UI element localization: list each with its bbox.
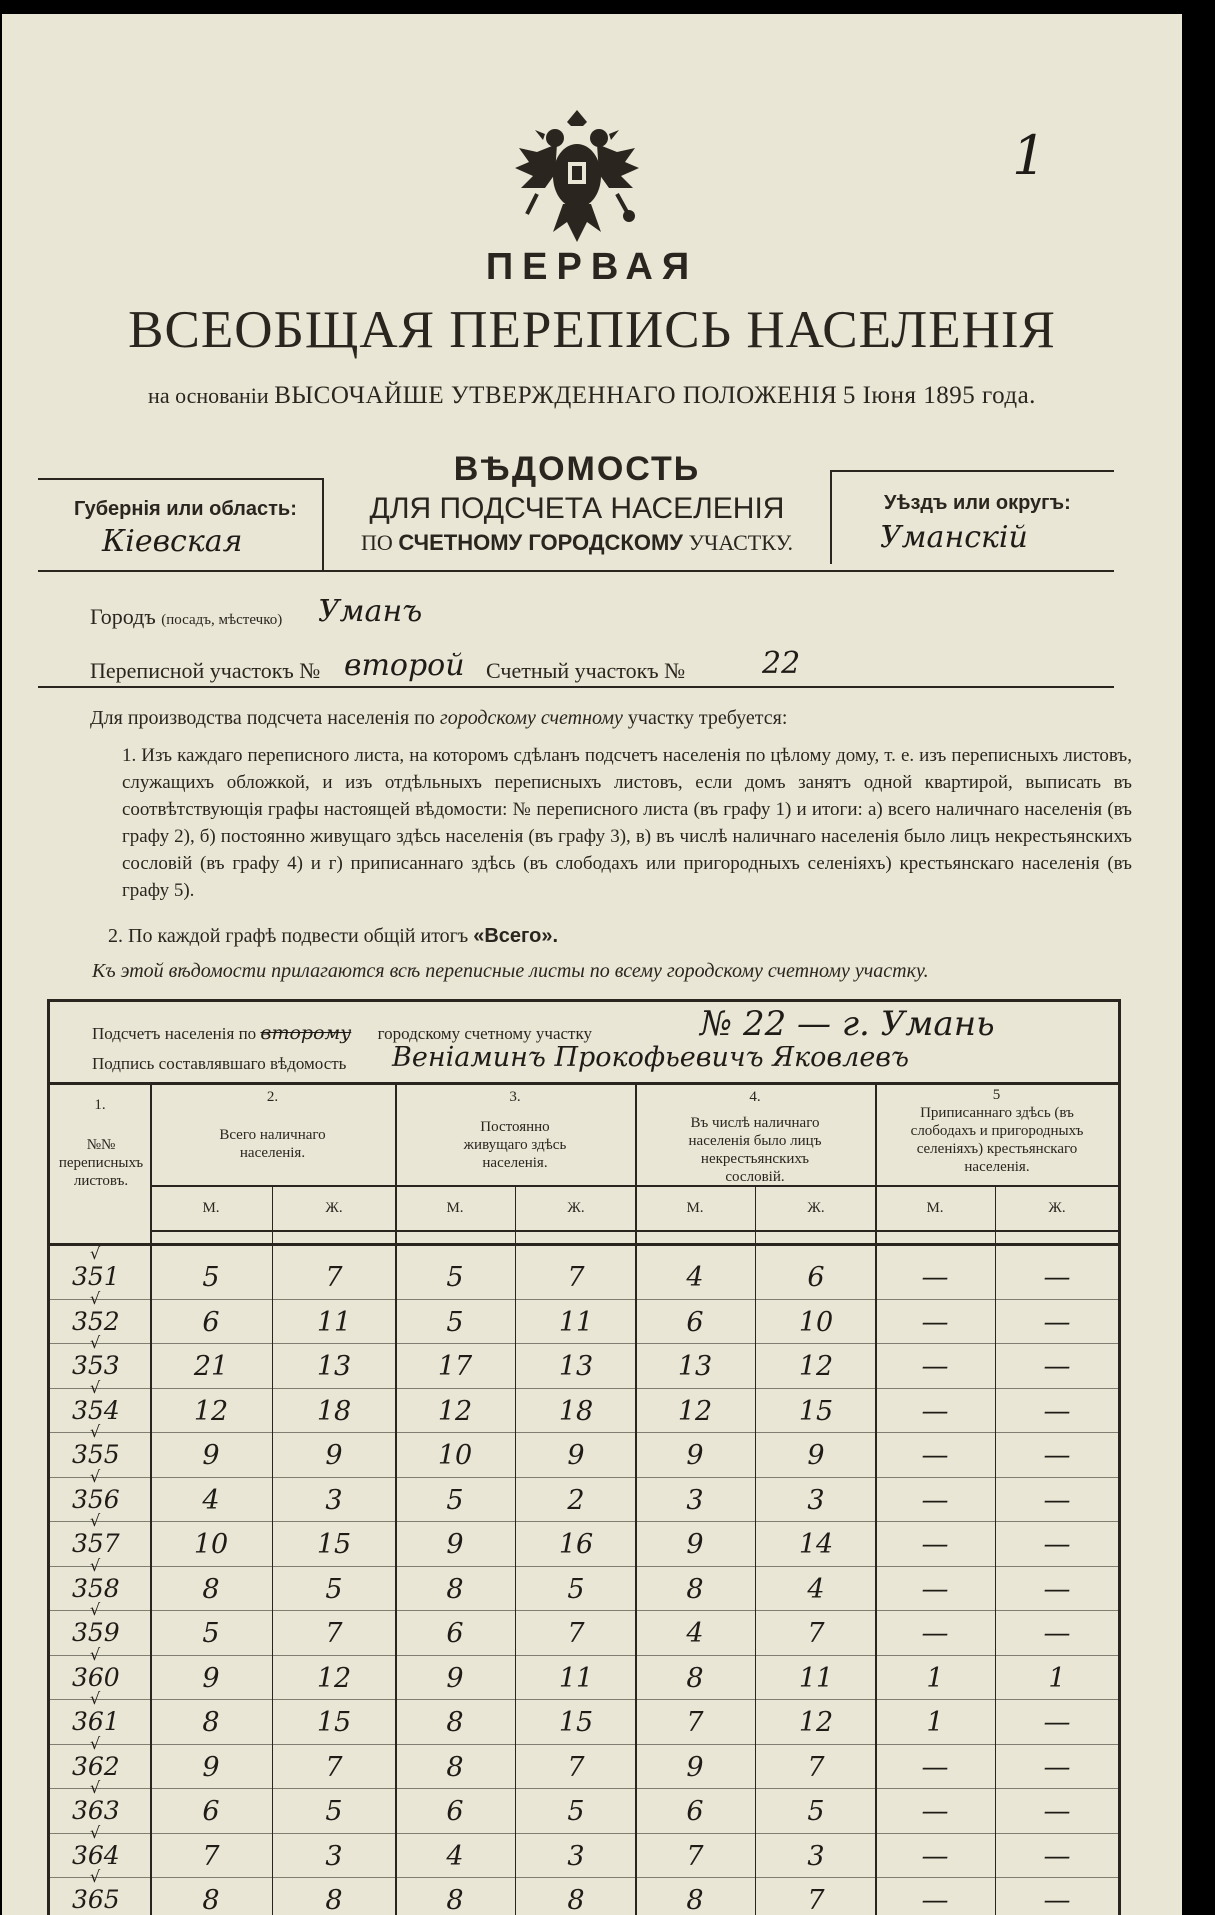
table-cell: — xyxy=(921,1751,949,1783)
table-cell: — xyxy=(921,1529,949,1560)
table-cell: 3 xyxy=(686,1484,704,1516)
table-cell: 3 xyxy=(325,1840,343,1872)
table-cell: 7 xyxy=(686,1707,704,1738)
table-cell: 9 xyxy=(446,1662,464,1694)
table-cell: 9 xyxy=(686,1440,704,1471)
intro-italic: городскому счетному xyxy=(439,707,623,729)
col2-number: 2. xyxy=(266,1089,279,1105)
table-cell: — xyxy=(921,1573,949,1605)
col4-header: Въ числѣ наличнаго населенія было лицъ некрестьянскихъ сословій. xyxy=(688,1115,822,1185)
table-cell: — xyxy=(921,1306,949,1338)
uezd-value: Уманскій xyxy=(880,520,1028,555)
podschet-line xyxy=(92,1022,592,1044)
table-cell: — xyxy=(921,1440,949,1471)
table-cell: 15 xyxy=(798,1395,834,1427)
check-mark-icon: √ xyxy=(90,1689,101,1708)
table-cell: 7 xyxy=(325,1262,343,1293)
table-cell: 7 xyxy=(807,1618,825,1649)
table-cell: 8 xyxy=(446,1573,464,1605)
check-mark-icon: √ xyxy=(90,1511,101,1530)
sheet-number: 355 xyxy=(72,1440,120,1469)
table-cell: 5 xyxy=(325,1573,343,1605)
table-cell: 21 xyxy=(193,1351,229,1382)
table-cell: 9 xyxy=(325,1440,343,1471)
check-mark-icon: √ xyxy=(90,1778,101,1797)
box-right-top-rule xyxy=(830,470,1114,472)
table-cell: 5 xyxy=(446,1306,464,1338)
podpis-value: Веніаминъ Прокофьевичъ Яковлевъ xyxy=(392,1042,910,1073)
table-cell: 9 xyxy=(686,1529,704,1560)
podpis-label: Подпись составлявшаго вѣдомость xyxy=(92,1054,347,1073)
vedomost-sub2-post: УЧАСТКУ. xyxy=(688,530,793,555)
table-cell: — xyxy=(921,1796,949,1827)
table-cell: 7 xyxy=(325,1751,343,1783)
check-mark-icon: √ xyxy=(90,1867,101,1886)
table-cell: — xyxy=(1043,1707,1071,1738)
table-cell: 18 xyxy=(558,1395,594,1427)
col2-header: Всего наличнаго населенія. xyxy=(219,1127,326,1161)
check-mark-icon: √ xyxy=(90,1288,101,1308)
sheet-number: 361 xyxy=(72,1707,120,1736)
table-cell: 1 xyxy=(926,1707,944,1738)
table-cell: 5 xyxy=(202,1262,220,1293)
instruction-item-2 xyxy=(108,922,558,950)
table-cell: 8 xyxy=(686,1573,704,1605)
sheet-number: 351 xyxy=(72,1262,120,1291)
gorod-value: Уманъ xyxy=(318,594,423,629)
table-cell: 3 xyxy=(567,1840,585,1872)
intro-b: участку требуется: xyxy=(627,707,788,729)
table-cell: 12 xyxy=(437,1395,473,1427)
row-rule xyxy=(50,1610,1118,1611)
check-mark-icon: √ xyxy=(90,1333,101,1352)
table-cell: 5 xyxy=(325,1796,343,1827)
subheader-rule xyxy=(150,1185,1118,1187)
vedomost-title: ВѢДОМОСТЬ xyxy=(453,450,701,488)
table-cell: 4 xyxy=(807,1573,825,1605)
body-top-rule xyxy=(50,1243,1118,1246)
sheet-number: 364 xyxy=(72,1840,120,1870)
vedomost-sub2-bold: СЧЕТНОМУ ГОРОДСКОМУ xyxy=(398,530,683,555)
perepisnoy-value: второй xyxy=(344,648,465,683)
basis-caps: ВЫСОЧАЙШЕ УТВЕРЖДЕННАГО ПОЛОЖЕНІЯ xyxy=(274,382,838,409)
table-cell: 5 xyxy=(807,1796,825,1827)
sheet-number: 357 xyxy=(72,1529,120,1558)
table-cell: 3 xyxy=(325,1484,343,1516)
sheet-number: 353 xyxy=(72,1351,120,1380)
table-cell: — xyxy=(921,1262,949,1293)
uezd-label: Уѣздъ или округъ: xyxy=(884,492,1071,514)
table-cell: 7 xyxy=(202,1840,220,1872)
col3-header: Постоянно живущаго здѣсь населенія. xyxy=(463,1119,567,1171)
title-pervaya: ПЕРВАЯ xyxy=(485,246,699,288)
table-cell: 10 xyxy=(437,1440,473,1471)
table-cell: — xyxy=(921,1885,949,1915)
table-cell: 8 xyxy=(686,1662,704,1694)
col4-zh: Ж. xyxy=(807,1200,825,1216)
col1-number: 1. xyxy=(94,1097,106,1113)
check-mark-icon: √ xyxy=(90,1422,101,1441)
table-cell: 13 xyxy=(316,1351,352,1382)
instructions-intro xyxy=(90,704,1130,732)
table-cell: 14 xyxy=(798,1529,834,1560)
table-cell: 13 xyxy=(677,1351,713,1382)
check-mark-icon: √ xyxy=(90,1377,101,1397)
vedomost-subtitle-2 xyxy=(322,530,832,556)
table-cell: 5 xyxy=(202,1618,220,1649)
table-cell: 12 xyxy=(316,1662,352,1694)
check-mark-icon: √ xyxy=(90,1466,101,1486)
table-cell: 3 xyxy=(807,1840,825,1872)
row-rule xyxy=(50,1566,1118,1567)
table-cell: 12 xyxy=(798,1351,834,1382)
table-cell: 11 xyxy=(558,1306,594,1338)
table-cell: 11 xyxy=(798,1662,834,1694)
schetny-label: Счетный участокъ № xyxy=(486,658,686,683)
table-cell: 4 xyxy=(686,1262,704,1293)
table-cell: 4 xyxy=(202,1484,220,1516)
table-cell: 8 xyxy=(202,1885,220,1915)
table-cell: — xyxy=(921,1351,949,1382)
basis-prefix: на основаніи xyxy=(148,383,269,408)
table-cell: 9 xyxy=(202,1440,220,1471)
item2-text: 2. По каждой графѣ подвести общій итогъ xyxy=(108,925,469,947)
table-cell: 15 xyxy=(316,1529,352,1560)
table-cell: — xyxy=(1043,1484,1071,1516)
row-rule xyxy=(50,1877,1118,1878)
podschet-value: № 22 — г. Умань xyxy=(700,1004,995,1044)
table-cell: 8 xyxy=(686,1885,704,1915)
item2-bold: «Всего». xyxy=(473,925,558,947)
table-cell: — xyxy=(1043,1618,1071,1649)
table-cell: — xyxy=(1043,1529,1071,1560)
podschet-struck: второму xyxy=(260,1022,352,1044)
table-cell: 6 xyxy=(202,1306,220,1338)
table-cell: 8 xyxy=(202,1573,220,1605)
vedomost-sub2-pre: ПО xyxy=(361,530,393,555)
table-cell: 4 xyxy=(686,1618,704,1649)
table-cell: 6 xyxy=(686,1796,704,1827)
col3-zh: Ж. xyxy=(567,1200,585,1216)
podschet-label: Подсчетъ населенія по xyxy=(92,1024,257,1043)
table-cell: 7 xyxy=(807,1751,825,1783)
col5-m: М. xyxy=(926,1200,944,1216)
row-rule xyxy=(50,1343,1118,1344)
table-cell: 9 xyxy=(446,1529,464,1560)
table-cell: — xyxy=(921,1484,949,1516)
check-mark-icon: √ xyxy=(90,1644,101,1664)
table-cell: 5 xyxy=(446,1262,464,1293)
attachment-note: Къ этой вѣдомости прилагаются всѣ переписные листы по всему городскому счетному участку. xyxy=(92,960,929,982)
box-left-top-rule xyxy=(38,478,323,480)
row-rule xyxy=(50,1299,1118,1300)
gorod-small: (посадъ, мѣстечко) xyxy=(161,612,283,628)
table-header-rule xyxy=(50,1082,1118,1085)
fields-bottom-rule xyxy=(38,686,1114,688)
table-cell: — xyxy=(1043,1351,1071,1382)
table-cell: 7 xyxy=(686,1840,704,1872)
col3-m: М. xyxy=(446,1200,464,1216)
row-rule xyxy=(50,1432,1118,1433)
gubernia-label: Губернія или область: xyxy=(74,498,297,520)
table-cell: 13 xyxy=(558,1351,594,1382)
table-cell: 8 xyxy=(567,1885,585,1915)
table-cell: 12 xyxy=(193,1395,229,1427)
table-cell: 16 xyxy=(558,1529,594,1560)
table-cell: — xyxy=(921,1395,949,1427)
check-mark-icon: √ xyxy=(90,1600,101,1619)
sheet-number: 352 xyxy=(72,1306,120,1336)
intro-a: Для производства подсчета населенія по xyxy=(90,707,435,729)
table-cell: 2 xyxy=(567,1484,585,1516)
table-cell: — xyxy=(1043,1796,1071,1827)
table-cell: 7 xyxy=(567,1618,585,1649)
check-mark-icon: √ xyxy=(90,1555,101,1575)
check-mark-icon: √ xyxy=(90,1733,101,1753)
vedomost-subtitle: ДЛЯ ПОДСЧЕТА НАСЕЛЕНІЯ xyxy=(369,492,785,525)
table-cell: 5 xyxy=(446,1484,464,1516)
sheet-number: 362 xyxy=(72,1751,120,1781)
table-cell: 8 xyxy=(446,1751,464,1783)
table-cell: — xyxy=(1043,1840,1071,1872)
table-cell: 12 xyxy=(798,1707,834,1738)
box-bottom-rule xyxy=(38,570,1114,572)
row-rule xyxy=(50,1521,1118,1522)
sheet-number: 365 xyxy=(72,1885,120,1914)
col4-m: М. xyxy=(686,1200,704,1216)
table-cell: 3 xyxy=(807,1484,825,1516)
podschet-label2: городскому счетному участку xyxy=(377,1024,592,1043)
table-cell: 6 xyxy=(446,1796,464,1827)
table-cell: 8 xyxy=(325,1885,343,1915)
table-cell: 7 xyxy=(325,1618,343,1649)
table-cell: 6 xyxy=(446,1618,464,1649)
col1-header: №№ переписныхъ листовъ. xyxy=(58,1137,144,1189)
row-rule xyxy=(50,1699,1118,1700)
census-table xyxy=(47,999,1121,1915)
check-mark-icon: √ xyxy=(90,1822,101,1842)
table-cell: 15 xyxy=(316,1707,352,1738)
mzh-rule xyxy=(150,1230,1118,1232)
table-cell: 17 xyxy=(437,1351,473,1382)
row-rule xyxy=(50,1833,1118,1834)
row-rule xyxy=(50,1388,1118,1389)
census-sheet xyxy=(2,14,1182,1915)
sheet-number: 358 xyxy=(72,1573,120,1603)
basis-line xyxy=(2,382,1182,410)
table-cell: 5 xyxy=(567,1796,585,1827)
table-cell: 1 xyxy=(926,1662,944,1694)
table-cell: 6 xyxy=(686,1306,704,1338)
table-cell: 7 xyxy=(807,1885,825,1915)
table-cell: 10 xyxy=(193,1529,229,1560)
table-cell: 8 xyxy=(446,1885,464,1915)
col5-number: 5 xyxy=(992,1087,1001,1103)
col4-number: 4. xyxy=(749,1089,761,1105)
table-cell: — xyxy=(921,1618,949,1649)
gubernia-value: Кіевская xyxy=(102,524,243,559)
sheet-number: 356 xyxy=(72,1484,120,1514)
table-cell: 8 xyxy=(446,1707,464,1738)
sheet-number: 354 xyxy=(72,1395,120,1425)
table-cell: 11 xyxy=(558,1662,594,1694)
col2-m: М. xyxy=(202,1200,220,1216)
table-cell: — xyxy=(1043,1306,1071,1338)
table-cell: 9 xyxy=(567,1440,585,1471)
row-rule xyxy=(50,1744,1118,1745)
col3-number: 3. xyxy=(509,1089,521,1105)
table-cell: — xyxy=(1043,1395,1071,1427)
sheet-number: 360 xyxy=(72,1662,120,1692)
row-rule xyxy=(50,1655,1118,1656)
row-rule xyxy=(50,1477,1118,1478)
col2-zh: Ж. xyxy=(325,1200,343,1216)
table-cell: 6 xyxy=(807,1262,825,1293)
table-cell: 8 xyxy=(202,1707,220,1738)
main-title: ВСЕОБЩАЯ ПЕРЕПИСЬ НАСЕЛЕНІЯ xyxy=(128,301,1056,359)
table-cell: 9 xyxy=(807,1440,825,1471)
table-cell: 6 xyxy=(202,1796,220,1827)
col5-zh: Ж. xyxy=(1048,1200,1066,1216)
table-cell: — xyxy=(1043,1262,1071,1293)
table-cell: — xyxy=(1043,1440,1071,1471)
sheet-number: 363 xyxy=(72,1796,120,1825)
table-cell: 5 xyxy=(567,1573,585,1605)
schetny-value: 22 xyxy=(762,646,801,681)
row-rule xyxy=(50,1788,1118,1789)
gorod-field xyxy=(90,604,282,630)
table-cell: 4 xyxy=(446,1840,464,1872)
table-cell: 9 xyxy=(202,1751,220,1783)
table-cell: 7 xyxy=(567,1751,585,1783)
table-cell: — xyxy=(1043,1751,1071,1783)
table-cell: 18 xyxy=(316,1395,352,1427)
table-cell: 15 xyxy=(558,1707,594,1738)
perepisnoy-label: Переписной участокъ № xyxy=(90,658,321,683)
double-headed-eagle-icon xyxy=(507,104,647,254)
col5-header: Приписаннаго здѣсь (въ слободахъ и пригородныхъ селеніяхъ) крестьянскаго населенія. xyxy=(910,1105,1084,1175)
instruction-item-1: 1. Изъ каждаго переписного листа, на которомъ сдѣланъ подсчетъ населенія по цѣлому дому, т. е. изъ переписныхъ листовъ, служащихъ обложкой, и изъ отдѣльныхъ переписныхъ листовъ, если домъ занятъ одной квартирой, выписать въ соотвѣтствующія графы настоящей вѣдомости: № переписного листа (въ графу 1) и итоги: а) всего наличнаго населенія (въ графу 2), б) постоянно живущаго здѣсь населенія (въ графу 3), в) въ числѣ наличнаго населенія было лицъ некрестьянскихъ сословій (въ графу 4) и г) приписаннаго здѣсь (въ слободахъ или пригородныхъ селеніяхъ) крестьянскаго населенія (въ графу 5). xyxy=(122,745,1132,901)
table-cell: 12 xyxy=(677,1395,713,1427)
table-cell: — xyxy=(921,1840,949,1872)
gorod-label: Городъ xyxy=(90,604,156,629)
check-mark-icon: √ xyxy=(90,1244,101,1263)
sheet-number: 359 xyxy=(72,1618,120,1647)
table-cell: 10 xyxy=(798,1306,834,1338)
table-cell: 9 xyxy=(686,1751,704,1783)
table-cell: 7 xyxy=(567,1262,585,1293)
page-number-handwritten: 1 xyxy=(1012,124,1047,187)
table-cell: 9 xyxy=(202,1662,220,1694)
table-cell: — xyxy=(1043,1885,1071,1915)
basis-date: 5 Іюня 1895 года. xyxy=(842,382,1036,409)
table-cell: — xyxy=(1043,1573,1071,1605)
table-cell: 1 xyxy=(1048,1662,1066,1694)
table-cell: 11 xyxy=(316,1306,352,1338)
